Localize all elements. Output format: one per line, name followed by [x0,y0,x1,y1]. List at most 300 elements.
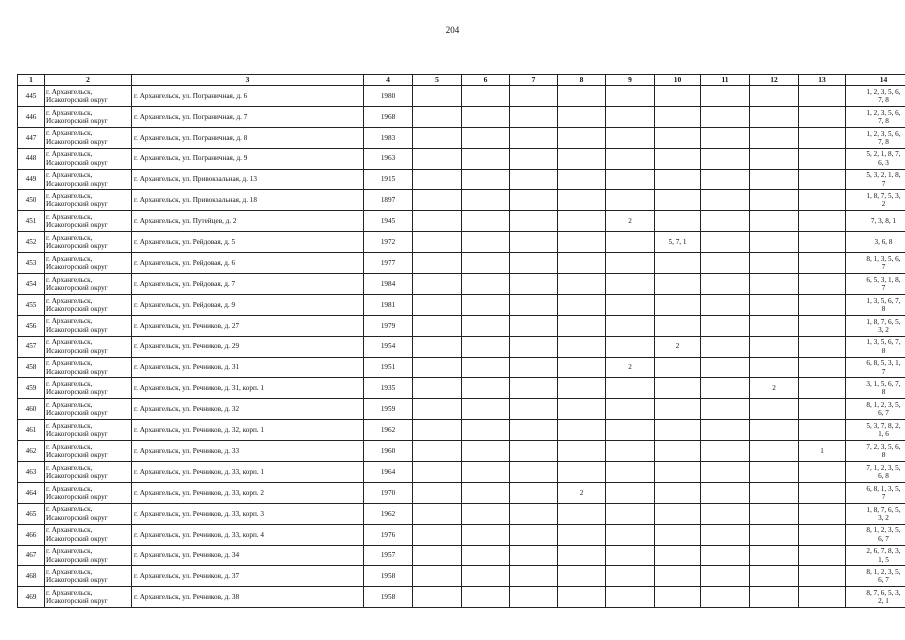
col5-cell [413,106,462,127]
table-row [18,336,905,357]
district-line: Исакогорский округ [46,283,108,292]
table-row [18,86,905,107]
district-line: г. Архангельск, [46,317,93,326]
col8-cell [558,503,606,524]
year-cell: 1959 [364,399,413,420]
col13-cell [799,587,846,608]
col11-cell [701,336,750,357]
col11-cell [701,503,750,524]
col6-cell [462,211,510,232]
header-row [18,75,905,86]
district-cell [45,441,132,462]
codes-line: 8 [881,388,886,397]
col13-cell [799,357,846,378]
codes-line: 7, 8 [878,95,889,104]
address-cell: г. Архангельск, ул. Пограничная, д. 8 [132,127,364,148]
codes-line: 7, 2, 3, 5, 6, [866,442,901,451]
col9-cell [606,378,655,399]
district-line: Исакогорский округ [46,471,108,480]
col7-cell [510,545,558,566]
row-number-cell: 467 [18,545,45,566]
col9-cell [606,148,655,169]
codes-cell [846,462,905,483]
col12-cell [750,566,799,587]
col5-cell [413,378,462,399]
col5-cell [413,294,462,315]
col8-cell [558,420,606,441]
col12-cell [750,106,799,127]
col10-cell [655,211,701,232]
codes-cell [846,211,905,232]
col7-cell [510,253,558,274]
district-cell [45,148,132,169]
district-line: г. Архангельск, [46,150,93,159]
codes-line: 1, 2, 3, 5, 6, [866,108,901,117]
codes-line: 6, 3 [878,158,889,167]
address-cell: г. Архангельск, ул. Рейдовая, д. 7 [132,274,364,295]
col12-cell [750,545,799,566]
codes-line: 1, 8, 7, 6, 5, [866,505,901,514]
codes-cell [846,503,905,524]
codes-cell [846,545,905,566]
col9-cell [606,420,655,441]
district-line: Исакогорский округ [46,409,108,418]
col8-cell [558,106,606,127]
codes-line: 8 [881,346,886,355]
col8-cell [558,274,606,295]
col6-cell [462,336,510,357]
row-number-cell: 463 [18,462,45,483]
col9-cell: 2 [606,211,655,232]
page-number: 204 [445,25,460,35]
col8-cell [558,441,606,462]
table-row [18,232,905,253]
district-line: Исакогорский округ [46,555,108,564]
col11-cell [701,441,750,462]
row-number-cell: 445 [18,86,45,107]
district-cell [45,566,132,587]
year-cell: 1983 [364,127,413,148]
col8-cell [558,566,606,587]
codes-line: 3, 1, 5, 6, 7, [866,380,901,389]
col12-cell [750,441,799,462]
address-cell: г. Архангельск, ул. Пограничная, д. 6 [132,86,364,107]
col7-cell [510,127,558,148]
col13-cell [799,566,846,587]
year-cell: 1984 [364,274,413,295]
col6-cell [462,106,510,127]
year-cell: 1979 [364,315,413,336]
row-number-cell: 456 [18,315,45,336]
col7-cell [510,86,558,107]
col13-cell [799,378,846,399]
district-line: г. Архангельск, [46,212,93,221]
col10-cell [655,357,701,378]
housing-table [17,74,905,608]
district-line: Исакогорский округ [46,325,108,334]
col10-cell [655,86,701,107]
address-cell: г. Архангельск, ул. Речников, д. 34 [132,545,364,566]
col13-cell [799,482,846,503]
col13-cell [799,420,846,441]
address-cell: г. Архангельск, ул. Речников, д. 33, корп. 2 [132,482,364,503]
col7-cell [510,357,558,378]
col6-cell [462,169,510,190]
district-line: Исакогорский округ [46,430,108,439]
col12-cell [750,190,799,211]
col12-cell [750,86,799,107]
district-line: г. Архангельск, [46,275,93,284]
col13-cell [799,399,846,420]
codes-cell [846,86,905,107]
col6-cell [462,441,510,462]
col9-cell [606,545,655,566]
year-cell: 1972 [364,232,413,253]
col11-cell [701,462,750,483]
codes-line: 1, 8, 7, 6, 5, [866,317,901,326]
codes-line: 7 [881,367,886,376]
codes-line: 8, 1, 3, 5, 6, [866,254,901,263]
district-line: г. Архангельск, [46,421,93,430]
col9-cell [606,253,655,274]
year-cell: 1962 [364,420,413,441]
codes-line: 2, 6, 7, 8, 3, [866,547,901,556]
codes-line: 7 [881,263,886,272]
col7-cell [510,294,558,315]
codes-line: 3, 2 [878,513,889,522]
address-cell: г. Архангельск, ул. Речников, д. 33, корп. 3 [132,503,364,524]
col5-cell [413,127,462,148]
col13-cell [799,148,846,169]
address-cell: г. Архангельск, ул. Речников, д. 38 [132,587,364,608]
col13-cell [799,232,846,253]
col13-cell [799,524,846,545]
row-number-cell: 448 [18,148,45,169]
codes-cell [846,587,905,608]
col7-cell [510,190,558,211]
address-cell: г. Архангельск, ул. Речников, д. 33, корп. 1 [132,462,364,483]
district-cell [45,587,132,608]
year-cell: 1960 [364,441,413,462]
table-row [18,566,905,587]
table-row [18,211,905,232]
col7-cell [510,420,558,441]
col6-cell [462,127,510,148]
table-row [18,127,905,148]
district-line: г. Архангельск, [46,233,93,242]
table-row [18,482,905,503]
codes-cell [846,524,905,545]
column-header: 4 [364,75,413,86]
codes-line: 1, 3, 5, 6, 7, [866,338,901,347]
col12-cell [750,274,799,295]
col7-cell [510,566,558,587]
col6-cell [462,357,510,378]
codes-line: 8, 1, 2, 3, 5, [866,568,901,577]
district-line: г. Архангельск, [46,129,93,138]
col13-cell [799,127,846,148]
col7-cell [510,336,558,357]
col7-cell [510,462,558,483]
codes-cell [846,441,905,462]
col7-cell [510,378,558,399]
codes-line: 6, 7 [878,576,889,585]
codes-cell [846,378,905,399]
table-row [18,190,905,211]
district-line: Исакогорский округ [46,116,108,125]
codes-cell [846,274,905,295]
district-cell [45,503,132,524]
district-cell [45,232,132,253]
table-row [18,587,905,608]
codes-line: 2, 1 [878,597,889,606]
col9-cell [606,566,655,587]
table-row [18,253,905,274]
row-number-cell: 454 [18,274,45,295]
col9-cell [606,190,655,211]
codes-cell [846,148,905,169]
district-line: Исакогорский округ [46,95,108,104]
col8-cell [558,378,606,399]
col6-cell [462,566,510,587]
row-number-cell: 459 [18,378,45,399]
col12-cell [750,169,799,190]
col9-cell [606,441,655,462]
district-line: Исакогорский округ [46,221,108,230]
codes-line: 1, 3, 5, 6, 7, [866,296,901,305]
col6-cell [462,274,510,295]
col9-cell [606,169,655,190]
col10-cell [655,441,701,462]
col5-cell [413,462,462,483]
col8-cell [558,253,606,274]
col10-cell [655,503,701,524]
codes-line: 1, 2, 3, 5, 6, [866,87,901,96]
district-cell [45,169,132,190]
address-cell: г. Архангельск, ул. Речников, д. 31, корп. 1 [132,378,364,399]
codes-cell [846,294,905,315]
col6-cell [462,524,510,545]
col8-cell [558,169,606,190]
col8-cell [558,148,606,169]
district-line: г. Архангельск, [46,359,93,368]
col7-cell [510,399,558,420]
year-cell: 1970 [364,482,413,503]
codes-line: 6, 7 [878,534,889,543]
district-cell [45,545,132,566]
col13-cell [799,190,846,211]
col8-cell [558,524,606,545]
col10-cell [655,190,701,211]
table-row [18,503,905,524]
col8-cell [558,587,606,608]
col12-cell [750,399,799,420]
col10-cell [655,148,701,169]
col6-cell [462,545,510,566]
col6-cell [462,420,510,441]
year-cell: 1951 [364,357,413,378]
row-number-cell: 462 [18,441,45,462]
codes-cell [846,169,905,190]
col12-cell [750,462,799,483]
col9-cell: 2 [606,357,655,378]
col11-cell [701,294,750,315]
column-header: 6 [462,75,510,86]
col13-cell [799,86,846,107]
address-cell: г. Архангельск, ул. Речников, д. 32 [132,399,364,420]
col8-cell [558,357,606,378]
year-cell: 1915 [364,169,413,190]
codes-cell [846,336,905,357]
year-cell: 1968 [364,106,413,127]
district-line: г. Архангельск, [46,547,93,556]
col7-cell [510,441,558,462]
col9-cell [606,524,655,545]
address-cell: г. Архангельск, ул. Пограничная, д. 9 [132,148,364,169]
district-cell [45,190,132,211]
col12-cell [750,357,799,378]
district-cell [45,127,132,148]
col7-cell [510,274,558,295]
year-cell: 1935 [364,378,413,399]
col6-cell [462,86,510,107]
col5-cell [413,274,462,295]
col13-cell [799,211,846,232]
col12-cell [750,294,799,315]
table-row [18,315,905,336]
col11-cell [701,190,750,211]
col12-cell [750,253,799,274]
district-line: Исакогорский округ [46,597,108,606]
district-line: Исакогорский округ [46,451,108,460]
district-line: Исакогорский округ [46,346,108,355]
year-cell: 1958 [364,566,413,587]
col8-cell [558,315,606,336]
codes-line: 3, 6, 8 [874,238,893,247]
district-cell [45,399,132,420]
col11-cell [701,211,750,232]
table-row [18,545,905,566]
col5-cell [413,232,462,253]
table-row [18,524,905,545]
codes-cell [846,127,905,148]
col7-cell [510,232,558,253]
address-cell: г. Архангельск, ул. Речников, д. 29 [132,336,364,357]
column-header: 9 [606,75,655,86]
codes-line: 6, 7 [878,409,889,418]
column-header: 10 [655,75,701,86]
district-cell [45,294,132,315]
col11-cell [701,106,750,127]
col13-cell [799,503,846,524]
col13-cell [799,315,846,336]
col6-cell [462,503,510,524]
codes-line: 7 [881,283,886,292]
row-number-cell: 449 [18,169,45,190]
col5-cell [413,482,462,503]
codes-line: 1, 5 [878,555,889,564]
district-line: Исакогорский округ [46,304,108,313]
district-line: Исакогорский округ [46,242,108,251]
col11-cell [701,357,750,378]
column-header: 8 [558,75,606,86]
col6-cell [462,315,510,336]
table-row [18,462,905,483]
col6-cell [462,294,510,315]
col12-cell [750,127,799,148]
year-cell: 1897 [364,190,413,211]
col10-cell [655,294,701,315]
address-cell: г. Архангельск, ул. Речников, д. 33 [132,441,364,462]
district-line: Исакогорский округ [46,388,108,397]
year-cell: 1980 [364,86,413,107]
district-cell [45,357,132,378]
col11-cell [701,253,750,274]
row-number-cell: 451 [18,211,45,232]
col11-cell [701,399,750,420]
col6-cell [462,482,510,503]
year-cell: 1976 [364,524,413,545]
col7-cell [510,169,558,190]
col12-cell [750,503,799,524]
district-line: г. Архангельск, [46,192,93,201]
district-line: Исакогорский округ [46,367,108,376]
col10-cell [655,315,701,336]
codes-line: 6, 8, 5, 3, 1, [866,359,901,368]
col8-cell [558,294,606,315]
codes-line: 8 [881,304,886,313]
col5-cell [413,315,462,336]
col8-cell [558,545,606,566]
col5-cell [413,336,462,357]
table-row [18,420,905,441]
col7-cell [510,503,558,524]
col8-cell: 2 [558,482,606,503]
row-number-cell: 457 [18,336,45,357]
codes-line: 8 [881,451,886,460]
district-cell [45,253,132,274]
col5-cell [413,566,462,587]
address-cell: г. Архангельск, ул. Речников, д. 37 [132,566,364,587]
col10-cell [655,169,701,190]
codes-line: 7, 8 [878,137,889,146]
col11-cell [701,378,750,399]
district-line: г. Архангельск, [46,380,93,389]
address-cell: г. Архангельск, ул. Речников, д. 27 [132,315,364,336]
row-number-cell: 446 [18,106,45,127]
col12-cell [750,587,799,608]
col7-cell [510,106,558,127]
codes-line: 6, 8 [878,471,889,480]
col13-cell [799,274,846,295]
address-cell: г. Архангельск, ул. Речников, д. 32, корп. 1 [132,420,364,441]
col6-cell [462,253,510,274]
col12-cell [750,524,799,545]
row-number-cell: 453 [18,253,45,274]
col9-cell [606,336,655,357]
col7-cell [510,587,558,608]
codes-line: 7 [881,492,886,501]
col6-cell [462,232,510,253]
year-cell: 1957 [364,545,413,566]
col9-cell [606,482,655,503]
codes-cell [846,253,905,274]
codes-line: 7, 3, 8, 1 [870,217,897,226]
col9-cell [606,399,655,420]
col7-cell [510,524,558,545]
col6-cell [462,587,510,608]
column-header: 14 [846,75,905,86]
